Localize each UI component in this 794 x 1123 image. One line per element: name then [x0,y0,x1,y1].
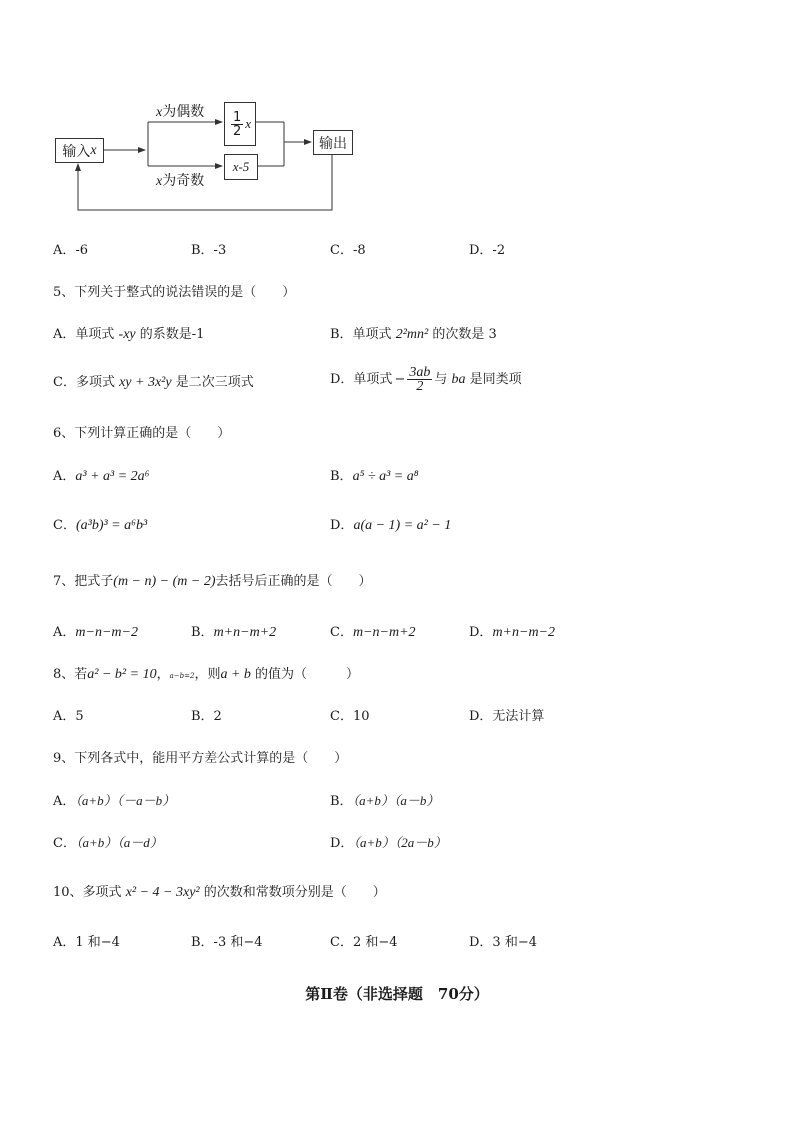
input-box [55,138,104,163]
q4-option-d: D．-2 [469,243,506,258]
q10-option-b: B．-3 和−4 [191,935,263,950]
half-box: $\frac{1}{2}$ x [224,102,256,146]
flowchart-connectors [0,0,794,230]
q10-stem: 10、多项式 x² − 4 − 3xy² 的次数和常数项分别是（ ） [53,885,386,900]
q5-option-d: D．单项式 − $\frac{3ab}{2}$ 与 ba 是同类项 [330,365,522,394]
q5-option-a: A．单项式 -xy 的系数是-1 [53,327,205,342]
q4-option-b: B．-3 [191,243,227,258]
odd-branch-label: x为奇数 [156,173,205,189]
even-branch-label: x为偶数 [156,104,205,120]
q9-stem: 9、下列各式中，能用平方差公式计算的是（ ） [53,751,348,766]
q5-option-b: B．单项式 2²mn² 的次数是 3 [330,327,497,342]
q8-option-c: C．10 [330,709,370,724]
q5-stem: 5、下列关于整式的说法错误的是（ ） [53,285,296,300]
input-var: x [90,142,97,158]
q10-option-a: A．1 和−4 [53,935,120,950]
q4-option-a: A．-6 [53,243,89,258]
q7-option-b: B．m+n−m+2 [191,625,277,640]
flowchart [0,0,794,230]
minus-five-box: x-5 [224,154,258,180]
q7-stem: 7、把式子(m − n) − (m − 2)去括号后正确的是（ ） [53,574,372,589]
q6-option-b: B．a⁵ ÷ a³ = a⁸ [330,469,419,484]
q9-option-d: D．（a+b）（2a－b） [330,835,447,851]
q6-option-c: C．(a³b)³ = a⁶b³ [53,518,148,533]
q6-option-a: A．a³ + a³ = 2a⁶ [53,469,150,484]
q8-option-b: B．2 [191,709,222,724]
output-label: 输出 [319,135,347,152]
q7-option-c: C．m−n−m+2 [330,625,416,640]
q8-option-d: D．无法计算 [469,709,545,724]
q9-option-c: C．（a+b）（a－d） [53,835,163,851]
section-title: 第Ⅱ卷（非选择题 70分） [305,985,489,1003]
q8-option-a: A．5 [53,709,84,724]
loop-back-arrow [78,153,332,210]
q6-stem: 6、下列计算正确的是（ ） [53,426,231,441]
q5-option-c: C．多项式 xy + 3x²y 是二次三项式 [53,375,254,390]
q9-option-b: B．（a+b）（a－b） [330,793,440,809]
q7-option-d: D．m+n−m−2 [469,625,555,640]
q10-option-c: C．2 和−4 [330,935,398,950]
output-box [313,130,353,155]
q8-stem: 8、若a² − b² = 10，a−b=2，则a + b 的值为（ ） [53,667,360,682]
q9-option-a: A．（a+b）（－a－b） [53,793,176,809]
q7-option-a: A．m−n−m−2 [53,625,138,640]
input-label: 输入 [62,143,91,160]
q6-option-d: D．a(a − 1) = a² − 1 [330,518,452,533]
q4-option-c: C．-8 [330,243,366,258]
q10-option-d: D．3 和−4 [469,935,537,950]
